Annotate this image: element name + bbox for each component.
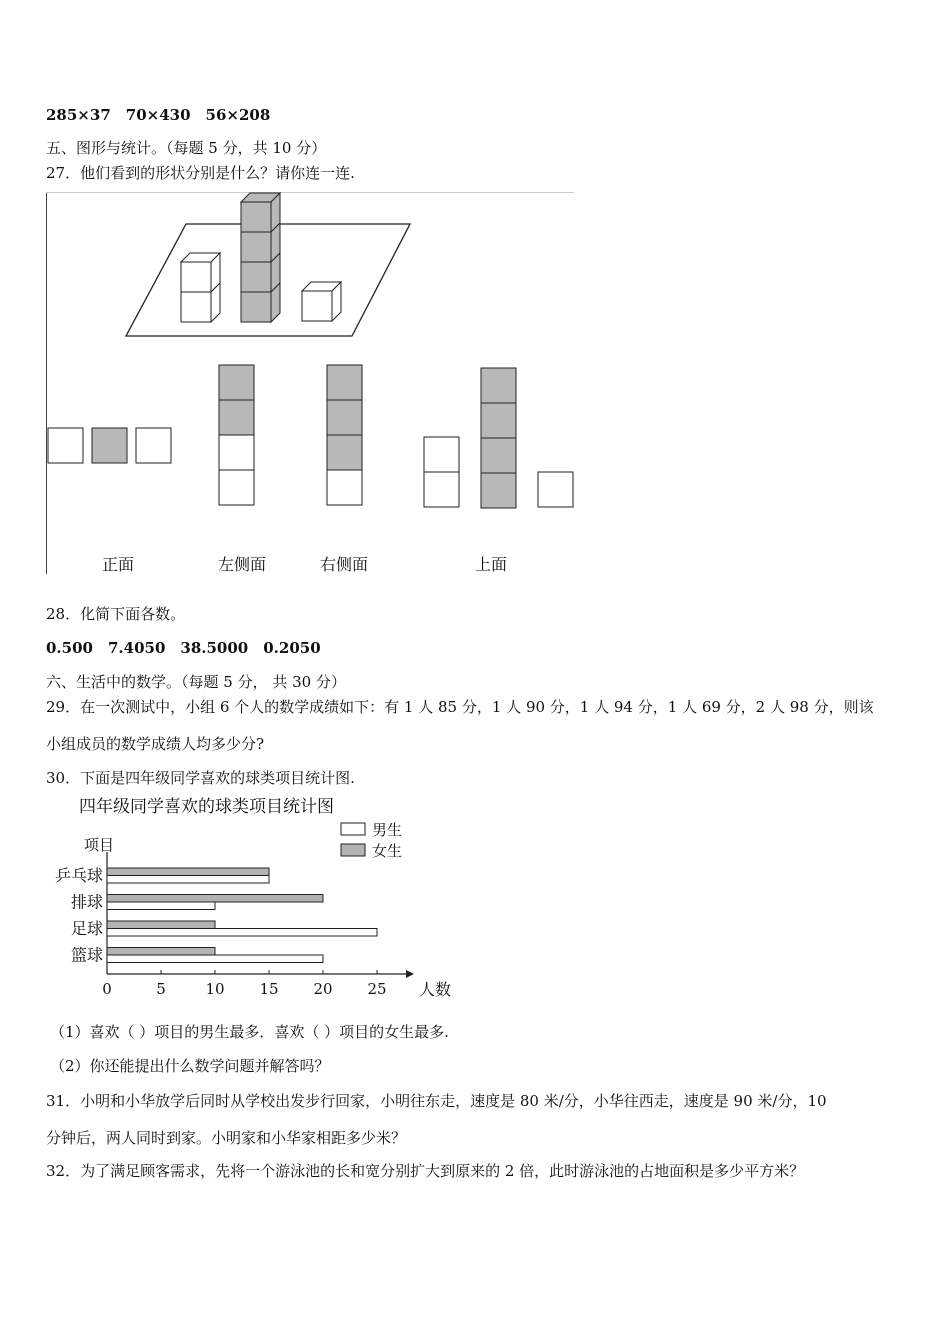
label-right-side: 右侧面 [319,555,369,574]
x-tick-label: 20 [313,980,333,998]
category-label: 乒乓球 [54,866,103,885]
q29-line1: 29．在一次测试中，小组 6 个人的数学成绩如下：有 1 人 85 分，1 人 90 分，1 人 94 分，1 人 69 分，2 人 98 分，则该 [46,698,874,716]
views-figure [46,192,576,577]
bar-male [107,876,269,884]
x-tick-label: 0 [102,980,112,998]
bar-female [107,868,269,876]
legend-label-male: 男生 [372,821,403,839]
q30-text: 30．下面是四年级同学喜欢的球类项目统计图. [46,769,355,787]
q29-line2: 小组成员的数学成绩人均多少分? [46,735,265,753]
q27-text: 27．他们看到的形状分别是什么？请你连一连. [46,164,355,182]
bar-female [107,895,323,903]
bar-female [107,921,215,929]
view-option-2 [219,365,254,505]
section6-title: 六、生活中的数学。（每题 5 分， 共 30 分） [46,673,346,691]
x-tick-label: 10 [205,980,225,998]
calc-line: 285×37 70×430 56×208 [46,106,271,124]
cube-stack-middle [241,193,280,322]
bar-female [107,948,215,956]
legend-label-female: 女生 [372,842,403,860]
x-tick-label: 15 [259,980,279,998]
view-option-4 [424,368,573,508]
bar-male [107,955,323,963]
cube-stack-left [181,253,220,322]
bar-chart [46,792,452,1002]
legend-swatch-male [341,823,365,835]
q32-text: 32．为了满足顾客需求，先将一个游泳池的长和宽分别扩大到原来的 2 倍，此时游泳池的占地面积是多少平方米？ [46,1162,805,1180]
chart-ylabel: 项目 [84,836,115,854]
q28-text: 28．化简下面各数。 [46,605,186,623]
chart-title: 四年级同学喜欢的球类项目统计图 [79,797,334,817]
bar-male [107,929,377,937]
label-front: 正面 [101,555,135,574]
view-option-3 [327,365,362,505]
q31-line1: 31．小明和小华放学后同时从学校出发步行回家，小明往东走，速度是 80 米/分，小华往西走，速度是 90 米/分，10 [46,1092,827,1110]
q30-sub2: （2）你还能提出什么数学问题并解答吗？ [50,1057,330,1075]
x-tick-label: 25 [367,980,387,998]
category-label: 排球 [70,892,103,912]
section5-title: 五、图形与统计。（每题 5 分，共 10 分） [46,139,327,157]
q31-line2: 分钟后，两人同时到家。小明家和小华家相距多少米？ [46,1129,407,1147]
view-option-1 [48,428,171,463]
q28-numbers: 0.500 7.4050 38.5000 0.2050 [46,639,321,657]
x-axis-label: 人数 [419,980,452,999]
cube-single-right [302,282,341,321]
x-tick-label: 5 [156,980,166,998]
label-top: 上面 [474,555,508,574]
category-label: 篮球 [70,945,103,965]
x-axis-arrow [406,970,414,978]
category-label: 足球 [70,919,103,938]
bar-male [107,902,215,910]
legend-swatch-female [341,844,365,856]
label-left-side: 左侧面 [217,555,267,574]
q30-sub1: （1）喜欢（ ）项目的男生最多．喜欢（ ）项目的女生最多. [50,1023,449,1041]
